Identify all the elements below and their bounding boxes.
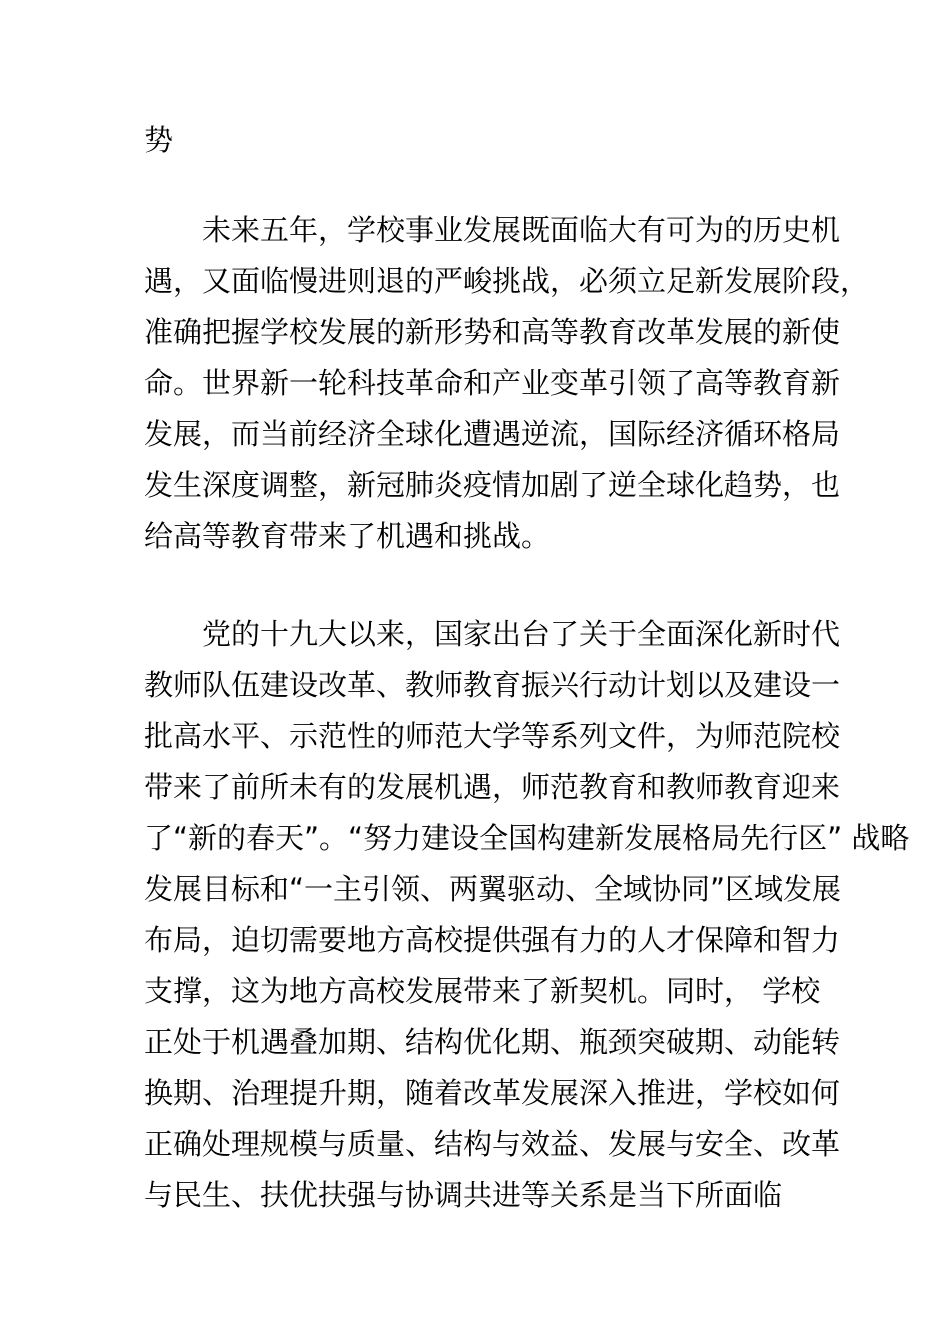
- text-line: 命。世界新一轮科技革命和产业变革引领了高等教育新: [144, 366, 841, 400]
- text-line: 遇，又面临慢进则退的严峻挑战，必须立足新发展阶段，: [144, 264, 870, 298]
- text-line: 发生深度调整，新冠肺炎疫情加剧了逆全球化趋势，也: [144, 468, 841, 502]
- text-line: 批高水平、示范性的师范大学等系列文件，为师范院校: [144, 719, 841, 753]
- text-line: 发展目标和“一主引领、两翼驱动、全域协同”区域发展: [144, 872, 842, 906]
- text-line: 给高等教育带来了机遇和挑战。: [144, 519, 551, 553]
- text-line: 教师队伍建设改革、教师教育振兴行动计划以及建设一: [144, 668, 841, 702]
- text-line: 发展，而当前经济全球化遭遇逆流，国际经济循环格局: [144, 417, 841, 451]
- text-line: 准确把握学校发展的新形势和高等教育改革发展的新使: [144, 315, 841, 349]
- text-line: 正确处理规模与质量、结构与效益、发展与安全、改革: [144, 1127, 841, 1161]
- text-line: 与民生、扶优扶强与协调共进等关系是当下所面临: [144, 1178, 783, 1212]
- text-line: 未来五年，学校事业发展既面临大有可为的历史机: [144, 213, 841, 247]
- text-line: 势: [144, 123, 174, 157]
- text-line: 支撑，这为地方高校发展带来了新契机。同时， 学校: [144, 974, 821, 1008]
- text-line: 正处于机遇叠加期、结构优化期、瓶颈突破期、动能转: [144, 1025, 841, 1059]
- text-line: 党的十九大以来，国家出台了关于全面深化新时代: [144, 617, 841, 651]
- text-line: 布局，迫切需要地方高校提供强有力的人才保障和智力: [144, 923, 841, 957]
- text-line: 换期、治理提升期，随着改革发展深入推进，学校如何: [144, 1076, 841, 1110]
- text-line: 了“新的春天”。“努力建设全国构建新发展格局先行区” 战略: [144, 821, 910, 855]
- text-line: 带来了前所未有的发展机遇，师范教育和教师教育迎来: [144, 770, 841, 804]
